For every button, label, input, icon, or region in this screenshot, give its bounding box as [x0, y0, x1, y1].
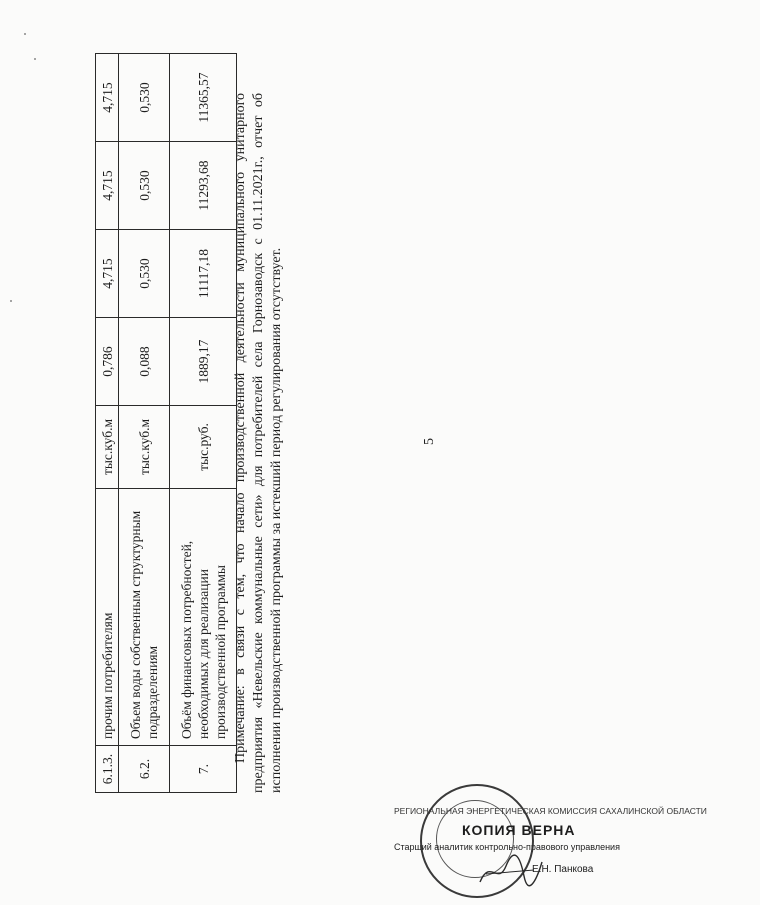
table-row — [119, 54, 170, 793]
row-value: 0,530 — [119, 230, 170, 318]
stamp-name: Е.Н. Панкова — [532, 864, 594, 875]
row-value: 4,715 — [96, 54, 119, 142]
note-paragraph — [232, 93, 286, 793]
row-name: прочим потребителям — [96, 489, 119, 746]
row-value: 0,786 — [96, 318, 119, 406]
row-number: 6.2. — [119, 746, 170, 793]
row-value: 11365,57 — [170, 54, 237, 142]
row-unit: тыс.руб. — [170, 406, 237, 489]
row-number: 6.1.3. — [96, 746, 119, 793]
row-value: 0,530 — [119, 54, 170, 142]
row-name: Объем воды собственным структурным подразделениям — [119, 489, 170, 746]
row-value: 11117,18 — [170, 230, 237, 318]
data-table — [95, 53, 237, 793]
row-unit: тыс.куб.м — [96, 406, 119, 489]
row-number: 7. — [170, 746, 237, 793]
row-value: 1889,17 — [170, 318, 237, 406]
row-value: 4,715 — [96, 142, 119, 230]
row-value: 0,530 — [119, 142, 170, 230]
stamp-title: КОПИЯ ВЕРНА — [462, 822, 576, 838]
note-text: Примечание: в связи с тем, что начало производственной деятельности муниципального унитарного предприятия «Невельские коммунальные сети» для потребителей села Горнозаводск с 01.11.2021г., отчет об исполнении производственной программы за истекший период регулирования отсутствует. — [233, 93, 284, 793]
stamp-organization: РЕГИОНАЛЬНАЯ ЭНЕРГЕТИЧЕСКАЯ КОМИССИЯ САХАЛИНСКОЙ ОБЛАСТИ — [394, 806, 707, 816]
row-value: 11293,68 — [170, 142, 237, 230]
row-unit: тыс.куб.м — [119, 406, 170, 489]
stamp-position: Старший аналитик контрольно-правового управления — [394, 842, 620, 852]
row-value: 4,715 — [96, 230, 119, 318]
page-number: 5 — [422, 438, 437, 445]
row-value: 0,088 — [119, 318, 170, 406]
table-row — [96, 54, 119, 793]
copy-stamp — [392, 780, 707, 900]
table-row — [170, 54, 237, 793]
row-name: Объём финансовых потребностей, необходимых для реализации производственной программы — [170, 489, 237, 746]
